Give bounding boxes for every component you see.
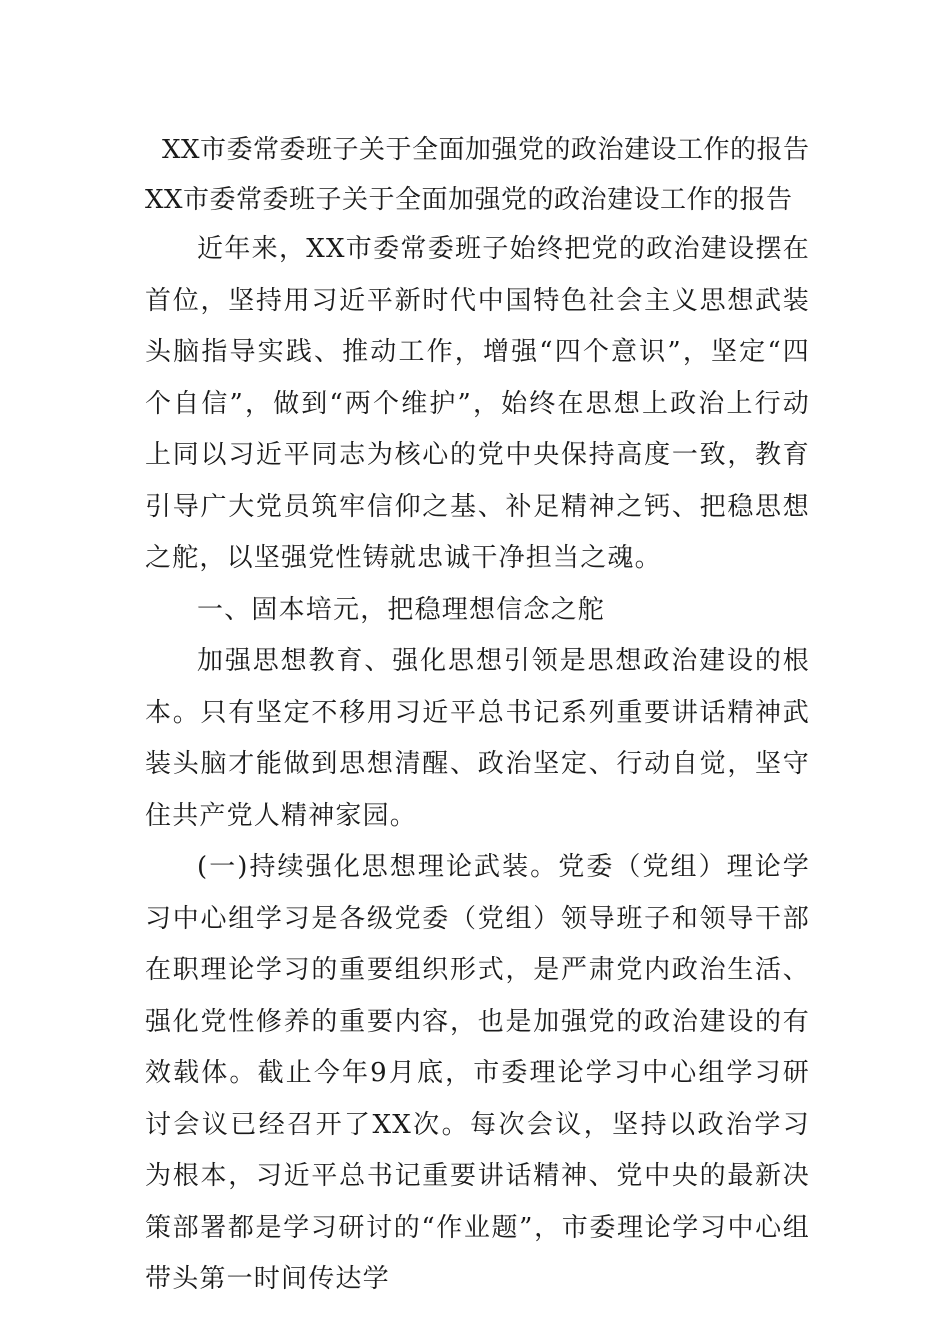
document-subtitle: XX市委常委班子关于全面加强党的政治建设工作的报告 [145,185,793,215]
paragraph-subsection-1: (一)持续强化思想理论武装。党委（党组）理论学习中心组学习是各级党委（党组）领导班子和领导干部在职理论学习的重要组织形式，是严肃党内政治生活、强化党性修养的重要内容，也是加强党的政治建设的有效载体。截止今年9月底，市委理论学习中心组学习研讨会议已经召开了XX次。每次会议，坚持以政治学习为根本，习近平总书记重要讲话精神、党中央的最新决策部署都是学习研讨的“作业题”，市委理论学习中心组带头第一时间传达学 [145,852,810,1294]
document-body [145,224,810,1306]
section-heading-1: 一、固本培元，把稳理想信念之舵 [197,594,606,625]
paragraph-section-1: 加强思想教育、强化思想引领是思想政治建设的根本。只有坚定不移用习近平总书记系列重要讲话精神武装头脑才能做到思想清醒、政治坚定、行动自觉，坚守住共产党人精神家园。 [145,646,810,831]
document-title: XX市委常委班子关于全面加强党的政治建设工作的报告 [162,135,810,165]
paragraph-intro: 近年来，XX市委常委班子始终把党的政治建设摆在首位，坚持用习近平新时代中国特色社会主义思想武装头脑指导实践、推动工作，增强“四个意识”，坚定“四个自信”，做到“两个维护”，始终在思想上政治上行动上同以习近平同志为核心的党中央保持高度一致，教育引导广大党员筑牢信仰之基、补足精神之钙、把稳思想之舵，以坚强党性铸就忠诚干净担当之魂。 [145,234,810,573]
